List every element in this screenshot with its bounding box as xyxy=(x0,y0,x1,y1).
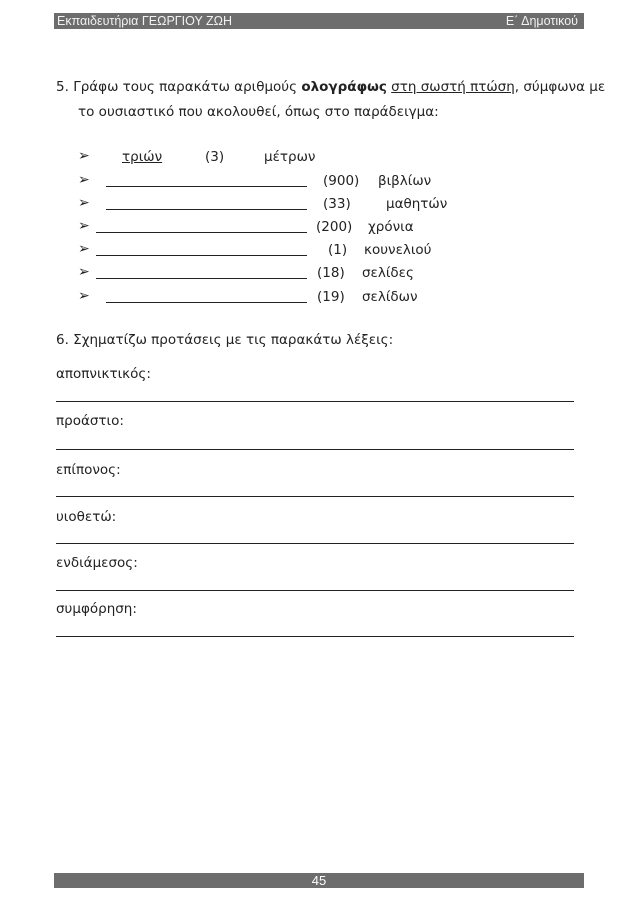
item-number: (1) xyxy=(328,242,348,258)
example-number: (3) xyxy=(205,149,225,165)
page-number: 45 xyxy=(311,873,327,888)
item-noun: κουνελιού xyxy=(364,242,432,258)
list-item xyxy=(78,242,578,260)
item-noun: σελίδων xyxy=(362,289,418,305)
arrow-bullet-icon: ➢ xyxy=(78,218,90,234)
list-item xyxy=(78,173,578,191)
answer-blank[interactable] xyxy=(96,255,307,256)
answer-blank[interactable] xyxy=(106,209,307,210)
answer-line[interactable] xyxy=(56,636,574,637)
list-item xyxy=(78,265,578,283)
word-label: υιοθετώ: xyxy=(56,509,117,525)
word-label: προάστιο: xyxy=(56,413,124,429)
item-noun: μαθητών xyxy=(386,196,448,212)
item-number: (33) xyxy=(323,196,351,212)
answer-line[interactable] xyxy=(56,496,574,497)
arrow-bullet-icon: ➢ xyxy=(78,172,90,188)
example-answer: τριών xyxy=(122,149,163,165)
answer-blank[interactable] xyxy=(106,302,307,303)
example-noun: μέτρων xyxy=(264,149,316,165)
example-row xyxy=(78,149,578,167)
answer-line[interactable] xyxy=(56,590,574,591)
exercise-5-text-post: , σύμφωνα με xyxy=(514,79,606,95)
arrow-bullet-icon: ➢ xyxy=(78,241,90,257)
word-label: ενδιάμεσος: xyxy=(56,555,138,571)
item-noun: σελίδες xyxy=(362,265,414,281)
answer-blank[interactable] xyxy=(96,278,307,279)
list-item xyxy=(78,196,578,214)
footer-bar xyxy=(54,873,584,888)
exercise-6-instruction: 6. Σχηματίζω προτάσεις με τις παρακάτω λέξεις: xyxy=(56,332,394,348)
list-item xyxy=(78,219,578,237)
exercise-5-text-pre: Γράφω τους παρακάτω αριθμούς xyxy=(73,79,302,95)
arrow-bullet-icon: ➢ xyxy=(78,195,90,211)
exercise-5-bold-word: ολογράφως xyxy=(301,79,387,95)
answer-line[interactable] xyxy=(56,401,574,402)
arrow-bullet-icon: ➢ xyxy=(78,148,90,164)
answer-blank[interactable] xyxy=(96,232,307,233)
exercise-5-instruction-line2: το ουσιαστικό που ακολουθεί, όπως στο παράδειγμα: xyxy=(78,104,439,120)
arrow-bullet-icon: ➢ xyxy=(78,264,90,280)
header-bar xyxy=(54,13,584,29)
school-name: Εκπαιδευτήρια ΓΕΩΡΓΙΟΥ ΖΩΗ xyxy=(57,14,233,28)
item-number: (900) xyxy=(323,173,360,189)
exercise-5-underlined-phrase: στη σωστή πτώση xyxy=(391,79,515,95)
item-noun: χρόνια xyxy=(368,219,414,235)
answer-blank[interactable] xyxy=(106,186,307,187)
item-number: (18) xyxy=(317,265,345,281)
exercise-5-instruction xyxy=(56,79,605,95)
list-item xyxy=(78,289,578,307)
item-number: (19) xyxy=(317,289,345,305)
exercise-5-number: 5. xyxy=(56,79,69,95)
item-noun: βιβλίων xyxy=(378,173,432,189)
word-label: αποπνικτικός: xyxy=(56,366,151,382)
word-label: επίπονος: xyxy=(56,462,121,478)
arrow-bullet-icon: ➢ xyxy=(78,288,90,304)
item-number: (200) xyxy=(316,219,353,235)
answer-line[interactable] xyxy=(56,449,574,450)
grade-label: Ε΄ Δημοτικού xyxy=(505,14,578,28)
word-label: συμφόρηση: xyxy=(56,601,137,617)
answer-line[interactable] xyxy=(56,543,574,544)
